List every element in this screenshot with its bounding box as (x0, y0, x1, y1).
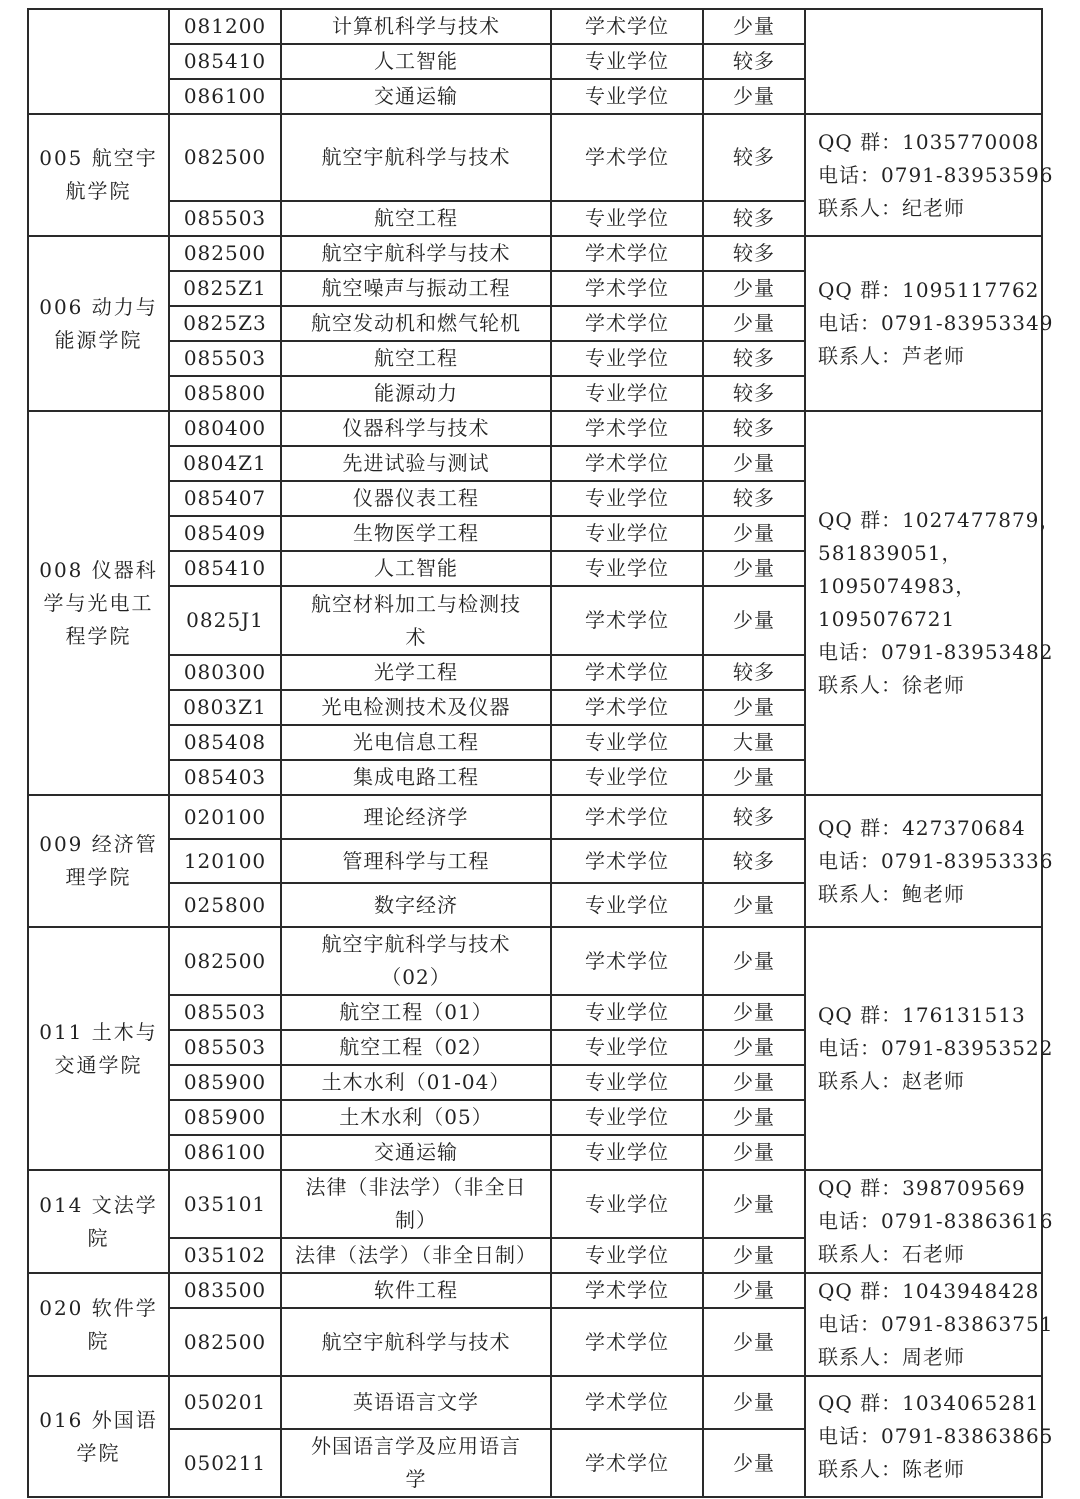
major-code-cell: 025800 (169, 883, 281, 927)
contact-line: 电话：0791-83953522 (818, 1036, 1054, 1060)
major-name-line: 法律（非法学）（非全日 (305, 1175, 527, 1199)
major-name-line: 航空宇航科学与技术 (321, 932, 511, 956)
major-code-cell: 082500 (169, 927, 281, 995)
major-code-cell: 085503 (169, 995, 281, 1030)
quota-cell: 少量 (703, 516, 805, 551)
quota-cell: 少量 (703, 9, 805, 44)
major-name-cell (281, 1273, 551, 1308)
major-name-cell (281, 795, 551, 839)
major-name-line: 航空工程（01） (339, 1000, 493, 1024)
major-code-cell: 020100 (169, 795, 281, 839)
table-row (28, 411, 1042, 446)
major-name-line: 软件工程 (374, 1278, 458, 1302)
contact-cell (805, 1376, 1054, 1497)
quota-cell: 少量 (703, 883, 805, 927)
contact-line: QQ 群：427370684 (818, 815, 1026, 840)
contact-cell (805, 795, 1054, 927)
major-name-cell (281, 995, 551, 1030)
contact-cell (805, 411, 1061, 795)
degree-type-cell: 专业学位 (551, 201, 703, 236)
major-name-line: 航空宇航科学与技术 (321, 1329, 511, 1354)
contact-line: 联系人：芦老师 (818, 344, 965, 368)
major-code-cell: 085403 (169, 760, 281, 795)
degree-type-cell: 专业学位 (551, 341, 703, 376)
table-row (28, 114, 1042, 201)
major-name-line: 仪器科学与技术 (342, 416, 490, 440)
quota-cell: 较多 (703, 44, 805, 79)
college-name-line: 009 经济管 (39, 832, 158, 856)
degree-type-cell: 专业学位 (551, 1030, 703, 1065)
quota-cell: 少量 (703, 79, 805, 114)
college-cell (28, 927, 169, 1170)
degree-type-cell: 专业学位 (551, 1100, 703, 1135)
major-code-cell: 085409 (169, 516, 281, 551)
college-cell (28, 9, 169, 114)
degree-type-cell: 学术学位 (551, 236, 703, 271)
major-name-cell (281, 1429, 551, 1497)
quota-cell: 少量 (703, 446, 805, 481)
quota-cell: 少量 (703, 690, 805, 725)
document-page (27, 8, 1061, 1498)
major-name-line: 航空宇航科学与技术 (321, 145, 511, 169)
major-name-line: 人工智能 (374, 49, 458, 73)
college-name-line: 011 土木与 (39, 1019, 158, 1044)
major-code-cell: 0825Z1 (169, 271, 281, 306)
contact-line: 电话：0791-83953596 (818, 162, 1054, 187)
contact-line: QQ 群：1043948428 (818, 1279, 1040, 1303)
major-name-line: 制） (395, 1208, 437, 1232)
major-code-cell: 0804Z1 (169, 446, 281, 481)
degree-type-cell: 学术学位 (551, 586, 703, 655)
college-name-line: 程学院 (65, 623, 132, 648)
degree-type-cell: 专业学位 (551, 44, 703, 79)
major-code-cell: 085410 (169, 44, 281, 79)
quota-cell: 少量 (703, 1376, 805, 1429)
degree-type-cell: 学术学位 (551, 1273, 703, 1308)
contact-line: QQ 群：1095117762 (818, 278, 1040, 302)
degree-type-cell: 学术学位 (551, 9, 703, 44)
major-name-line: 航空宇航科学与技术 (321, 241, 511, 265)
college-name-line: 航学院 (65, 179, 132, 203)
quota-cell: 少量 (703, 1065, 805, 1100)
degree-type-cell: 专业学位 (551, 79, 703, 114)
college-name-line: 能源学院 (54, 327, 143, 352)
quota-cell: 较多 (703, 341, 805, 376)
major-name-line: 先进试验与测试 (342, 451, 490, 475)
quota-cell: 少量 (703, 306, 805, 341)
college-name-line: 理学院 (65, 865, 132, 889)
major-name-line: 英语语言文学 (353, 1390, 479, 1414)
degree-type-cell: 专业学位 (551, 760, 703, 795)
degree-type-cell: 专业学位 (551, 551, 703, 586)
quota-cell: 少量 (703, 927, 805, 995)
major-code-cell: 080300 (169, 655, 281, 690)
college-name-line: 008 仪器科 (39, 557, 158, 582)
major-code-cell: 082500 (169, 114, 281, 201)
contact-line: 电话：0791-83953336 (818, 848, 1054, 873)
quota-cell: 较多 (703, 481, 805, 516)
major-code-cell: 085800 (169, 376, 281, 411)
college-cell (28, 236, 169, 411)
major-name-cell (281, 1100, 551, 1135)
major-name-line: 生物医学工程 (353, 521, 479, 545)
major-name-cell (281, 725, 551, 760)
degree-type-cell: 学术学位 (551, 306, 703, 341)
major-code-cell: 0803Z1 (169, 690, 281, 725)
college-name-line: 学与光电工 (43, 590, 154, 615)
major-name-cell (281, 201, 551, 236)
contact-line: 联系人：鲍老师 (818, 881, 965, 906)
degree-type-cell: 学术学位 (551, 411, 703, 446)
contact-line: 电话：0791-83953482 (818, 640, 1054, 664)
major-name-line: 土木水利（01-04） (321, 1070, 511, 1094)
major-name-line: 法律（法学）（非全日制） (295, 1243, 537, 1267)
major-code-cell: 080400 (169, 411, 281, 446)
major-code-cell: 081200 (169, 9, 281, 44)
quota-cell: 较多 (703, 236, 805, 271)
major-name-line: 航空发动机和燃气轮机 (311, 311, 521, 335)
major-name-line: 能源动力 (374, 381, 458, 405)
major-name-line: 航空材料加工与检测技 (311, 591, 521, 616)
major-name-cell (281, 1135, 551, 1170)
major-name-cell (281, 481, 551, 516)
major-name-cell (281, 586, 551, 655)
major-name-line: 土木水利（05） (339, 1105, 493, 1129)
major-name-cell (281, 44, 551, 79)
degree-type-cell: 学术学位 (551, 446, 703, 481)
major-name-cell (281, 446, 551, 481)
major-name-line: 外国语言学及应用语言 (311, 1434, 521, 1458)
major-name-line: 光电信息工程 (353, 730, 479, 754)
major-name-cell (281, 690, 551, 725)
quota-cell: 较多 (703, 795, 805, 839)
degree-type-cell: 专业学位 (551, 1238, 703, 1273)
degree-type-cell: 专业学位 (551, 725, 703, 760)
major-code-cell: 085407 (169, 481, 281, 516)
major-name-cell (281, 839, 551, 883)
contact-line: 联系人：陈老师 (818, 1457, 965, 1481)
quota-cell: 少量 (703, 271, 805, 306)
major-code-cell: 0825J1 (169, 586, 281, 655)
college-cell (28, 1376, 169, 1497)
quota-cell: 少量 (703, 1238, 805, 1273)
major-name-cell (281, 1376, 551, 1429)
quota-cell: 少量 (703, 1030, 805, 1065)
contact-cell (805, 927, 1054, 1170)
quota-cell: 较多 (703, 839, 805, 883)
major-name-line: 术 (405, 624, 427, 649)
contact-cell (805, 114, 1054, 236)
degree-type-cell: 学术学位 (551, 271, 703, 306)
college-name-line: 交通学院 (54, 1052, 143, 1077)
degree-type-cell: 专业学位 (551, 516, 703, 551)
major-name-cell (281, 883, 551, 927)
quota-cell: 少量 (703, 760, 805, 795)
college-name-line: 院 (87, 1328, 110, 1353)
degree-type-cell: 专业学位 (551, 1065, 703, 1100)
major-code-cell: 085503 (169, 1030, 281, 1065)
major-code-cell: 035101 (169, 1170, 281, 1238)
major-code-cell: 086100 (169, 1135, 281, 1170)
major-name-cell (281, 1238, 551, 1273)
major-code-cell: 120100 (169, 839, 281, 883)
table-row (28, 1170, 1042, 1238)
major-name-line: 航空工程（02） (339, 1035, 493, 1059)
major-name-line: 人工智能 (374, 556, 458, 580)
table-row (28, 9, 1042, 44)
degree-type-cell: 学术学位 (551, 1376, 703, 1429)
college-cell (28, 1170, 169, 1273)
major-code-cell: 085408 (169, 725, 281, 760)
table-row (28, 236, 1042, 271)
table-row (28, 927, 1042, 995)
college-name-line: 016 外国语 (39, 1407, 158, 1432)
major-code-cell: 035102 (169, 1238, 281, 1273)
college-name-line: 014 文法学 (39, 1192, 158, 1217)
degree-type-cell: 学术学位 (551, 114, 703, 201)
major-name-line: 理论经济学 (363, 804, 469, 829)
major-name-cell (281, 114, 551, 201)
quota-cell: 较多 (703, 411, 805, 446)
table-row (28, 795, 1042, 839)
contact-cell (805, 1273, 1054, 1376)
contact-line: 1095074983， (818, 574, 977, 598)
contact-line: 电话：0791-83863865 (818, 1424, 1054, 1448)
quota-cell: 较多 (703, 201, 805, 236)
major-name-cell (281, 1030, 551, 1065)
major-code-cell: 085900 (169, 1065, 281, 1100)
major-name-cell (281, 411, 551, 446)
table-row (28, 1376, 1042, 1429)
contact-line: 联系人：周老师 (818, 1345, 965, 1369)
contact-line: 电话：0791-83863616 (818, 1209, 1054, 1233)
quota-cell: 少量 (703, 995, 805, 1030)
degree-type-cell: 学术学位 (551, 1308, 703, 1376)
quota-cell: 少量 (703, 1100, 805, 1135)
major-code-cell: 0825Z3 (169, 306, 281, 341)
degree-type-cell: 学术学位 (551, 1429, 703, 1497)
degree-type-cell: 专业学位 (551, 995, 703, 1030)
major-code-cell: 085410 (169, 551, 281, 586)
contact-line: 联系人：徐老师 (818, 673, 965, 697)
major-code-cell: 086100 (169, 79, 281, 114)
major-name-line: 集成电路工程 (353, 765, 479, 789)
contact-line: 联系人：石老师 (818, 1242, 965, 1266)
major-name-cell (281, 9, 551, 44)
contact-line: 联系人：赵老师 (818, 1069, 965, 1093)
college-name-line: 学院 (76, 1440, 121, 1465)
major-name-line: 计算机科学与技术 (332, 14, 500, 38)
quota-cell: 少量 (703, 1429, 805, 1497)
college-cell (28, 1273, 169, 1376)
major-name-line: 学 (405, 1467, 427, 1491)
contact-line: QQ 群：1034065281 (818, 1391, 1040, 1415)
admissions-table (27, 8, 1061, 1498)
degree-type-cell: 专业学位 (551, 1170, 703, 1238)
major-name-line: 交通运输 (374, 84, 458, 108)
major-name-cell (281, 655, 551, 690)
table-row (28, 1273, 1042, 1308)
contact-line: QQ 群：176131513 (818, 1003, 1026, 1027)
quota-cell: 较多 (703, 114, 805, 201)
quota-cell: 少量 (703, 551, 805, 586)
quota-cell: 较多 (703, 655, 805, 690)
major-name-cell (281, 551, 551, 586)
major-code-cell: 050201 (169, 1376, 281, 1429)
major-name-cell (281, 79, 551, 114)
college-cell (28, 114, 169, 236)
contact-line: QQ 群：1027477879， (818, 508, 1061, 532)
degree-type-cell: 学术学位 (551, 927, 703, 995)
major-name-line: 航空噪声与振动工程 (321, 276, 511, 300)
contact-line: QQ 群：1035770008 (818, 129, 1040, 154)
major-name-cell (281, 306, 551, 341)
major-name-cell (281, 760, 551, 795)
degree-type-cell: 学术学位 (551, 655, 703, 690)
degree-type-cell: 学术学位 (551, 690, 703, 725)
quota-cell: 少量 (703, 1170, 805, 1238)
contact-line: 电话：0791-83953349 (818, 311, 1054, 335)
major-code-cell: 083500 (169, 1273, 281, 1308)
quota-cell: 少量 (703, 1308, 805, 1376)
degree-type-cell: 专业学位 (551, 883, 703, 927)
major-name-cell (281, 516, 551, 551)
major-name-cell (281, 341, 551, 376)
major-code-cell: 085900 (169, 1100, 281, 1135)
major-code-cell: 050211 (169, 1429, 281, 1497)
major-name-cell (281, 1308, 551, 1376)
college-name-line: 005 航空宇 (39, 146, 158, 170)
contact-line: 电话：0791-83863751 (818, 1312, 1054, 1336)
major-name-cell (281, 1065, 551, 1100)
degree-type-cell: 学术学位 (551, 795, 703, 839)
major-code-cell: 082500 (169, 236, 281, 271)
quota-cell: 少量 (703, 1135, 805, 1170)
contact-line: QQ 群：398709569 (818, 1176, 1026, 1200)
major-name-line: 光学工程 (374, 660, 458, 684)
major-name-cell (281, 236, 551, 271)
contact-cell (805, 1170, 1054, 1273)
college-name-line: 020 软件学 (39, 1295, 158, 1320)
contact-line: 1095076721 (818, 607, 956, 631)
contact-line: 联系人：纪老师 (818, 195, 965, 220)
major-name-cell (281, 927, 551, 995)
major-name-line: 数字经济 (374, 892, 458, 917)
degree-type-cell: 专业学位 (551, 1135, 703, 1170)
major-name-line: 光电检测技术及仪器 (321, 695, 511, 719)
quota-cell: 少量 (703, 586, 805, 655)
college-cell (28, 795, 169, 927)
major-code-cell: 082500 (169, 1308, 281, 1376)
degree-type-cell: 专业学位 (551, 376, 703, 411)
quota-cell: 较多 (703, 376, 805, 411)
quota-cell: 少量 (703, 1273, 805, 1308)
contact-line: 581839051， (818, 541, 963, 565)
major-name-line: 航空工程 (374, 346, 458, 370)
contact-cell (805, 9, 1042, 114)
college-cell (28, 411, 169, 795)
major-name-cell (281, 376, 551, 411)
degree-type-cell: 专业学位 (551, 481, 703, 516)
degree-type-cell: 学术学位 (551, 839, 703, 883)
table-body (28, 9, 1061, 1497)
major-name-line: 仪器仪表工程 (353, 486, 479, 510)
major-code-cell: 085503 (169, 201, 281, 236)
quota-cell: 大量 (703, 725, 805, 760)
major-name-cell (281, 271, 551, 306)
major-name-line: 交通运输 (374, 1140, 458, 1164)
contact-cell (805, 236, 1054, 411)
major-name-line: 航空工程 (374, 206, 458, 230)
college-name-line: 006 动力与 (39, 294, 158, 319)
college-name-line: 院 (87, 1225, 110, 1250)
major-name-line: （02） (381, 965, 451, 989)
major-name-line: 管理科学与工程 (342, 848, 490, 873)
major-name-cell (281, 1170, 551, 1238)
major-code-cell: 085503 (169, 341, 281, 376)
